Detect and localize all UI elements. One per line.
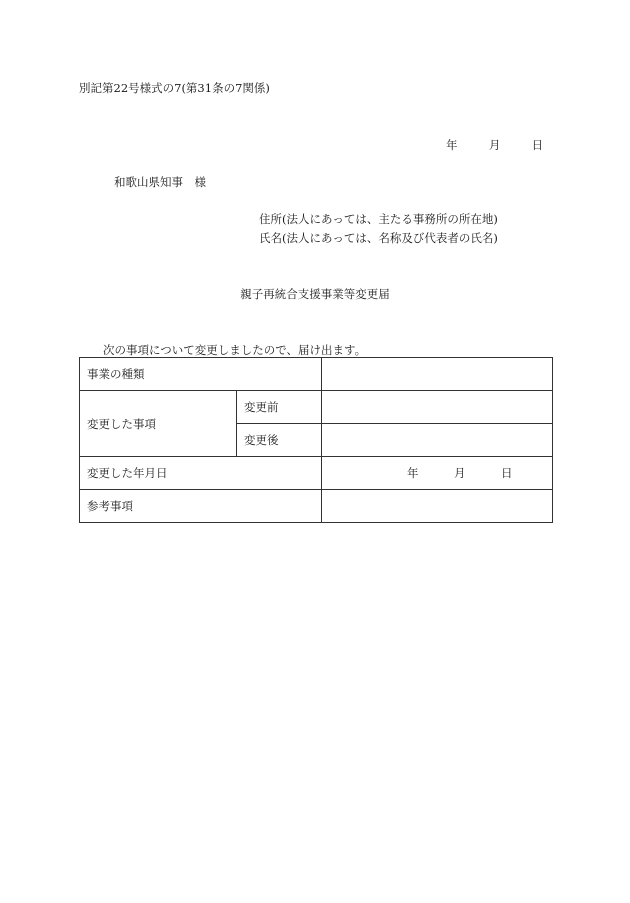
- after-field[interactable]: [322, 424, 553, 457]
- before-label: 変更前: [237, 391, 322, 424]
- change-date-field[interactable]: [322, 457, 553, 490]
- intro-text: 次の事項について変更しましたので、届け出ます。: [103, 343, 367, 357]
- addressee: 和歌山県知事 様: [114, 175, 206, 189]
- date-day-label: 日: [531, 138, 544, 152]
- changed-item-label: 変更した事項: [80, 391, 237, 457]
- date-month-label: 月: [488, 138, 501, 152]
- table-row: [80, 457, 553, 490]
- form-number: 別記第22号様式の7(第31条の7関係): [79, 81, 270, 95]
- submission-date: [446, 137, 543, 153]
- form-table: [79, 357, 553, 523]
- applicant-name-label: 氏名(法人にあっては、名称及び代表者の氏名): [259, 231, 498, 245]
- document-title: 親子再統合支援事業等変更届: [240, 287, 390, 301]
- date-year-label: 年: [446, 138, 458, 152]
- business-type-label: 事業の種類: [80, 358, 322, 391]
- after-label: 変更後: [237, 424, 322, 457]
- notes-label: 参考事項: [80, 490, 322, 523]
- business-type-field[interactable]: [322, 358, 553, 391]
- table-row: [80, 358, 553, 391]
- change-date-month-label: 月: [454, 466, 466, 480]
- change-date-day-label: 日: [501, 466, 513, 480]
- notes-field[interactable]: [322, 490, 553, 523]
- change-date-label: 変更した年月日: [80, 457, 322, 490]
- change-date-year-label: 年: [407, 466, 419, 480]
- applicant-address-label: 住所(法人にあっては、主たる事務所の所在地): [259, 212, 498, 226]
- before-field[interactable]: [322, 391, 553, 424]
- table-row: [80, 490, 553, 523]
- table-row: [80, 391, 553, 424]
